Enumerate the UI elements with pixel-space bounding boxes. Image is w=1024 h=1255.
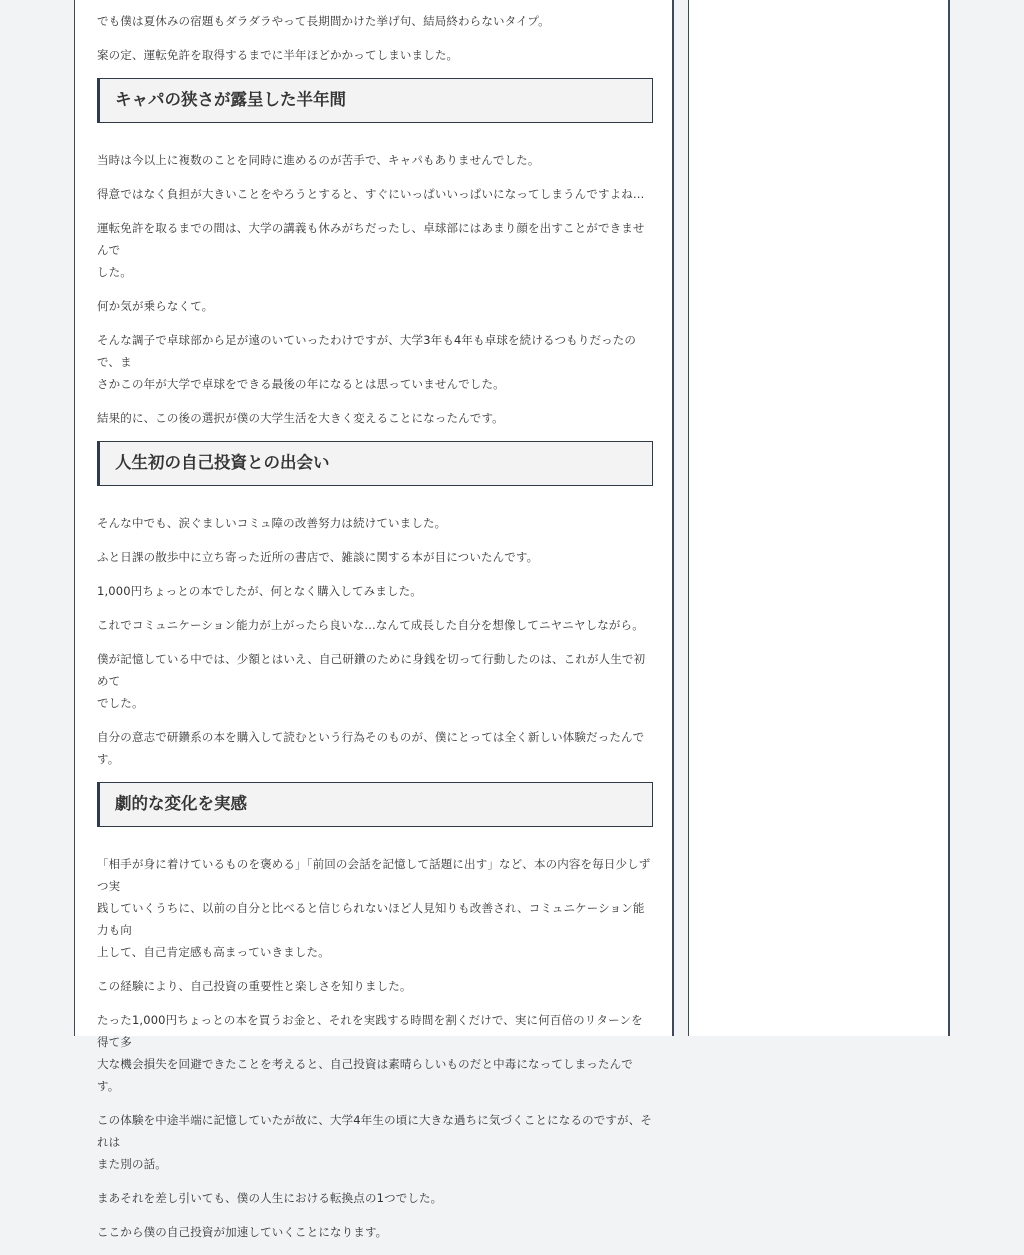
paragraph: 当時は今以上に複数のことを同時に進めるのが苦手で、キャパもありませんでした。 xyxy=(97,153,540,167)
paragraph: 1,000円ちょっとの本でしたが、何となく購入してみました。 xyxy=(97,584,422,598)
paragraph: そんな中でも、涙ぐましいコミュ障の改善努力は続けていました。 xyxy=(97,516,447,530)
article-body xyxy=(97,0,653,1255)
sidebar xyxy=(688,0,950,1036)
section-heading: 劇的な変化を実感 xyxy=(97,782,653,827)
paragraph: 「相手が身に着けているものを褒める」「前回の会話を記憶して話題に出す」など、本の内容を毎日少しずつ実 践していくうちに、以前の自分と比べると信じられないほど人見知りも改善され、コミュニケーション能力も向 上して、自己肯定感も高まっていきました。 xyxy=(97,857,651,959)
paragraph: でも僕は夏休みの宿題もダラダラやって長期間かけた挙げ句、結局終わらないタイプ。 xyxy=(97,14,550,28)
section-heading: キャパの狭さが露呈した半年間 xyxy=(97,78,653,123)
paragraph: 得意ではなく負担が大きいことをやろうとすると、すぐにいっぱいいっぱいになってしまうんですよね… xyxy=(97,187,645,201)
paragraph: 何か気が乗らなくて。 xyxy=(97,299,214,313)
paragraph: この経験により、自己投資の重要性と楽しさを知りました。 xyxy=(97,979,412,993)
paragraph: 自分の意志で研鑽系の本を購入して読むという行為そのものが、僕にとっては全く新しい体験だったんです。 xyxy=(97,730,645,766)
paragraph: ここから僕の自己投資が加速していくことになります。 xyxy=(97,1225,388,1239)
paragraph: 僕が記憶している中では、少額とはいえ、自己研鑽のために身銭を切って行動したのは、これが人生で初めて でした。 xyxy=(97,652,646,710)
section-heading: 人生初の自己投資との出会い xyxy=(97,441,653,486)
paragraph: まあそれを差し引いても、僕の人生における転換点の1つでした。 xyxy=(97,1191,443,1205)
paragraph: これでコミュニケーション能力が上がったら良いな…なんて成長した自分を想像してニヤニヤしながら。 xyxy=(97,618,644,632)
paragraph: たった1,000円ちょっとの本を買うお金と、それを実践する時間を割くだけで、実に何百倍のリターンを得て多 大な機会損失を回避できたことを考えると、自己投資は素晴らしいものだと中毒になってしまったんです。 xyxy=(97,1013,643,1093)
paragraph: 案の定、運転免許を取得するまでに半年ほどかかってしまいました。 xyxy=(97,48,459,62)
paragraph: ふと日課の散歩中に立ち寄った近所の書店で、雑談に関する本が目についたんです。 xyxy=(97,550,539,564)
paragraph: 運転免許を取るまでの間は、大学の講義も休みがちだったし、卓球部にはあまり顔を出すことができませんで した。 xyxy=(97,221,645,279)
main-content-column xyxy=(74,0,674,1239)
paragraph: この体験を中途半端に記憶していたが故に、大学4年生の頃に大きな過ちに気づくことになるのですが、それは また別の話。 xyxy=(97,1113,653,1171)
paragraph: 結果的に、この後の選択が僕の大学生活を大きく変えることになったんです。 xyxy=(97,411,504,425)
paragraph: そんな調子で卓球部から足が遠のいていったわけですが、大学3年も4年も卓球を続けるつもりだったので、ま さかこの年が大学で卓球をできる最後の年になるとは思っていませんでした。 xyxy=(97,333,637,391)
